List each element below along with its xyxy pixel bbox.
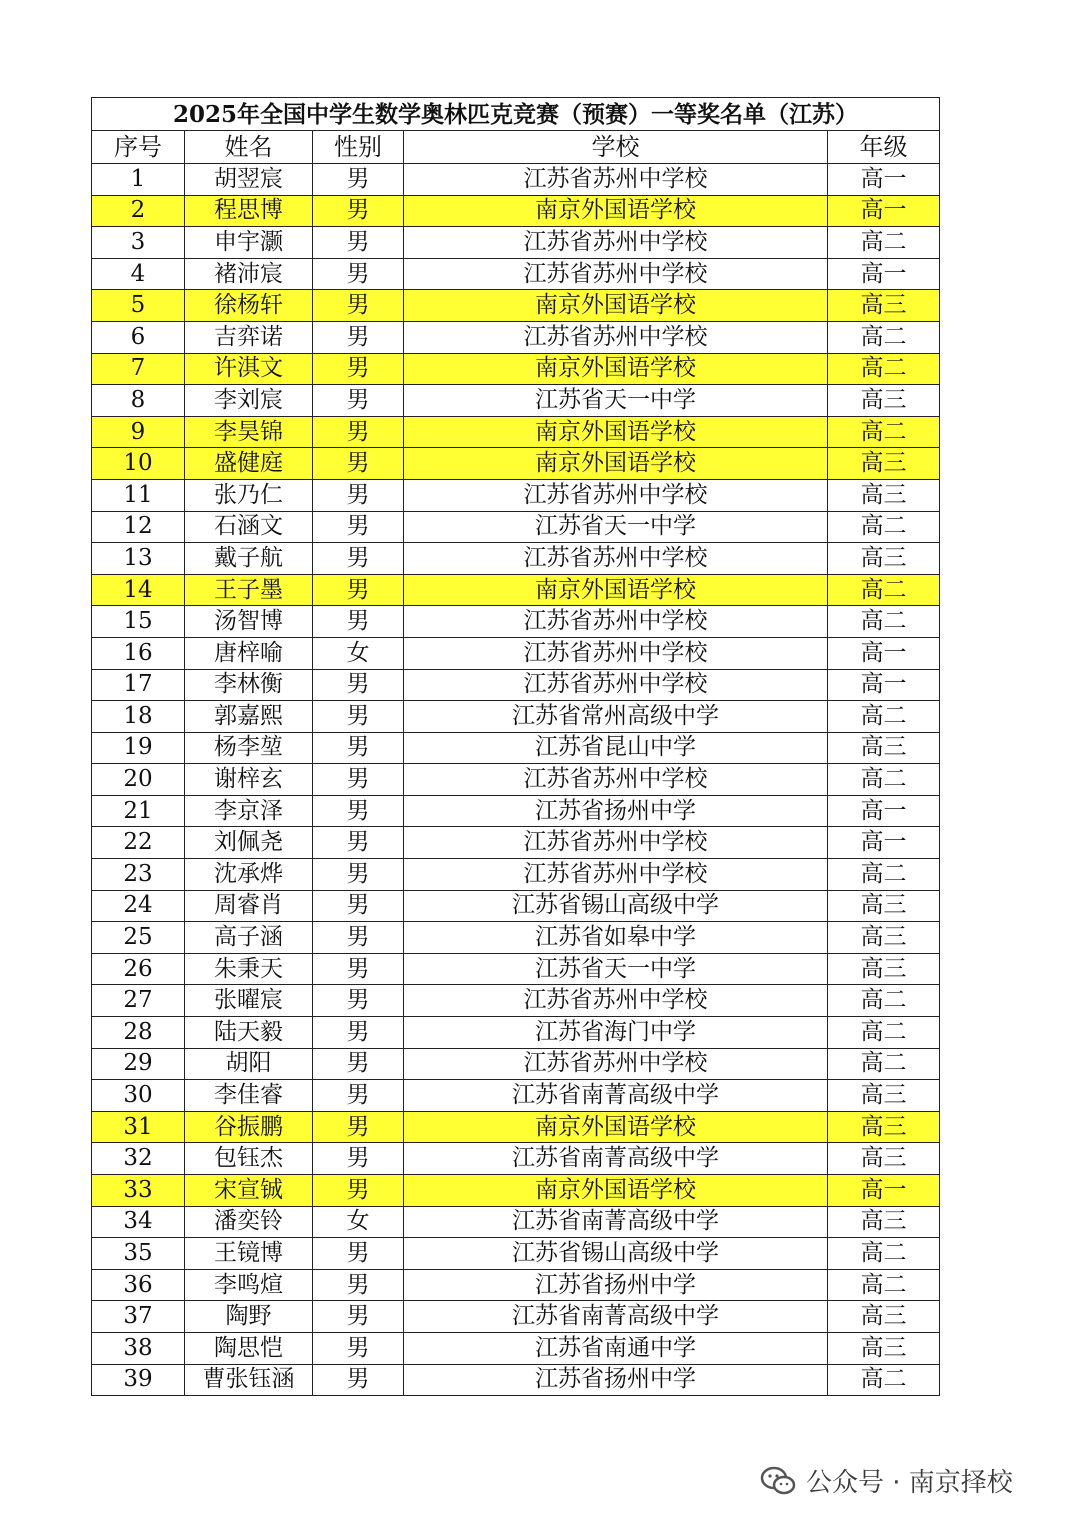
cell-school: 南京外国语学校 [404,574,828,606]
cell-no: 36 [92,1269,185,1301]
table-row [92,890,940,922]
cell-school: 江苏省苏州中学校 [404,321,828,353]
column-header-grade: 年级 [828,131,940,164]
table-row [92,1364,940,1396]
table-row [92,764,940,796]
cell-name: 郭嘉熙 [185,701,313,733]
table-row-highlighted [92,416,940,448]
cell-name: 周睿肖 [185,890,313,922]
cell-gender: 男 [313,606,404,638]
cell-no: 32 [92,1143,185,1175]
table-row [92,606,940,638]
column-header-no: 序号 [92,131,185,164]
cell-grade: 高二 [828,321,940,353]
table-row [92,258,940,290]
table-body [92,164,940,1396]
cell-no: 22 [92,827,185,859]
cell-no: 1 [92,164,185,196]
cell-no: 28 [92,1017,185,1049]
cell-grade: 高一 [828,258,940,290]
cell-name: 程思博 [185,195,313,227]
cell-gender: 男 [313,511,404,543]
cell-gender: 男 [313,479,404,511]
column-header-school: 学校 [404,131,828,164]
cell-name: 胡阳 [185,1048,313,1080]
cell-grade: 高二 [828,985,940,1017]
cell-grade: 高三 [828,1111,940,1143]
cell-name: 许淇文 [185,353,313,385]
cell-name: 徐杨轩 [185,290,313,322]
cell-school: 江苏省如皋中学 [404,922,828,954]
cell-school: 江苏省扬州中学 [404,795,828,827]
cell-gender: 男 [313,321,404,353]
cell-name: 陶思恺 [185,1332,313,1364]
cell-grade: 高三 [828,953,940,985]
cell-grade: 高一 [828,637,940,669]
cell-name: 石涵文 [185,511,313,543]
cell-name: 褚沛宸 [185,258,313,290]
cell-name: 张乃仁 [185,479,313,511]
cell-gender: 男 [313,827,404,859]
cell-school: 南京外国语学校 [404,448,828,480]
cell-school: 江苏省天一中学 [404,953,828,985]
cell-grade: 高一 [828,795,940,827]
cell-gender: 男 [313,922,404,954]
table-row [92,669,940,701]
cell-no: 18 [92,701,185,733]
cell-gender: 男 [313,1080,404,1112]
cell-no: 37 [92,1301,185,1333]
table-row [92,922,940,954]
cell-name: 宋宣铖 [185,1175,313,1207]
cell-no: 30 [92,1080,185,1112]
cell-no: 19 [92,732,185,764]
cell-gender: 男 [313,448,404,480]
cell-grade: 高二 [828,859,940,891]
cell-school: 南京外国语学校 [404,1111,828,1143]
cell-name: 李刘宸 [185,385,313,417]
cell-name: 戴子航 [185,543,313,575]
cell-name: 吉弈诺 [185,321,313,353]
cell-grade: 高三 [828,385,940,417]
cell-gender: 男 [313,1301,404,1333]
cell-no: 16 [92,637,185,669]
cell-no: 5 [92,290,185,322]
cell-no: 23 [92,859,185,891]
cell-no: 33 [92,1175,185,1207]
cell-name: 李京泽 [185,795,313,827]
cell-name: 沈承烨 [185,859,313,891]
table-row [92,385,940,417]
table-row [92,227,940,259]
cell-name: 杨李堃 [185,732,313,764]
table-row [92,164,940,196]
table-row [92,1301,940,1333]
cell-name: 谢梓玄 [185,764,313,796]
cell-school: 江苏省苏州中学校 [404,606,828,638]
cell-name: 李昊锦 [185,416,313,448]
cell-grade: 高二 [828,606,940,638]
cell-name: 朱秉天 [185,953,313,985]
cell-grade: 高二 [828,353,940,385]
cell-gender: 男 [313,732,404,764]
table-row [92,859,940,891]
cell-gender: 男 [313,890,404,922]
cell-gender: 男 [313,416,404,448]
cell-grade: 高一 [828,827,940,859]
cell-no: 11 [92,479,185,511]
cell-school: 江苏省苏州中学校 [404,859,828,891]
cell-grade: 高二 [828,1238,940,1270]
cell-grade: 高二 [828,701,940,733]
cell-school: 江苏省苏州中学校 [404,985,828,1017]
column-header-gender: 性别 [313,131,404,164]
cell-name: 李佳睿 [185,1080,313,1112]
cell-name: 刘佩尧 [185,827,313,859]
cell-school: 江苏省苏州中学校 [404,227,828,259]
cell-grade: 高二 [828,227,940,259]
cell-name: 谷振鹏 [185,1111,313,1143]
cell-school: 南京外国语学校 [404,353,828,385]
cell-name: 唐梓喻 [185,637,313,669]
cell-school: 江苏省苏州中学校 [404,827,828,859]
cell-school: 江苏省苏州中学校 [404,543,828,575]
cell-school: 江苏省扬州中学 [404,1364,828,1396]
cell-no: 7 [92,353,185,385]
cell-name: 盛健庭 [185,448,313,480]
cell-grade: 高二 [828,1269,940,1301]
cell-no: 34 [92,1206,185,1238]
table-row-highlighted [92,1111,940,1143]
cell-school: 江苏省苏州中学校 [404,258,828,290]
cell-no: 39 [92,1364,185,1396]
cell-gender: 男 [313,1175,404,1207]
cell-school: 江苏省锡山高级中学 [404,890,828,922]
cell-school: 江苏省苏州中学校 [404,669,828,701]
cell-gender: 女 [313,1206,404,1238]
table-row [92,953,940,985]
cell-no: 24 [92,890,185,922]
cell-gender: 男 [313,164,404,196]
cell-name: 张曜宸 [185,985,313,1017]
cell-school: 江苏省南菁高级中学 [404,1143,828,1175]
cell-no: 15 [92,606,185,638]
cell-school: 江苏省南菁高级中学 [404,1206,828,1238]
cell-school: 南京外国语学校 [404,1175,828,1207]
cell-gender: 男 [313,385,404,417]
table-row [92,827,940,859]
cell-gender: 男 [313,1238,404,1270]
cell-grade: 高二 [828,1364,940,1396]
table-row [92,985,940,1017]
cell-no: 9 [92,416,185,448]
table-row-highlighted [92,195,940,227]
table-row [92,511,940,543]
cell-grade: 高三 [828,1080,940,1112]
table-row [92,543,940,575]
cell-no: 38 [92,1332,185,1364]
table-row [92,1143,940,1175]
cell-school: 江苏省苏州中学校 [404,164,828,196]
cell-gender: 男 [313,985,404,1017]
cell-school: 江苏省南菁高级中学 [404,1080,828,1112]
cell-gender: 女 [313,637,404,669]
table-title: 2025年全国中学生数学奥林匹克竞赛（预赛）一等奖名单（江苏） [92,98,940,131]
cell-gender: 男 [313,1017,404,1049]
table-row [92,479,940,511]
cell-no: 2 [92,195,185,227]
cell-no: 27 [92,985,185,1017]
cell-name: 王子墨 [185,574,313,606]
cell-gender: 男 [313,795,404,827]
cell-grade: 高二 [828,511,940,543]
cell-no: 21 [92,795,185,827]
cell-name: 申宇灏 [185,227,313,259]
cell-gender: 男 [313,1048,404,1080]
cell-grade: 高三 [828,290,940,322]
cell-school: 江苏省昆山中学 [404,732,828,764]
cell-no: 31 [92,1111,185,1143]
cell-name: 李鸣煊 [185,1269,313,1301]
cell-gender: 男 [313,859,404,891]
cell-name: 王镜博 [185,1238,313,1270]
cell-no: 17 [92,669,185,701]
cell-gender: 男 [313,195,404,227]
cell-school: 江苏省苏州中学校 [404,637,828,669]
cell-school: 江苏省常州高级中学 [404,701,828,733]
cell-grade: 高三 [828,448,940,480]
cell-school: 江苏省海门中学 [404,1017,828,1049]
cell-no: 26 [92,953,185,985]
cell-grade: 高二 [828,1017,940,1049]
cell-school: 江苏省南菁高级中学 [404,1301,828,1333]
cell-grade: 高三 [828,543,940,575]
cell-school: 南京外国语学校 [404,195,828,227]
cell-gender: 男 [313,574,404,606]
cell-no: 13 [92,543,185,575]
cell-name: 陶野 [185,1301,313,1333]
table-header-row [92,131,940,164]
cell-gender: 男 [313,1143,404,1175]
cell-grade: 高二 [828,574,940,606]
cell-no: 35 [92,1238,185,1270]
cell-gender: 男 [313,1332,404,1364]
table-row-highlighted [92,448,940,480]
cell-grade: 高二 [828,1048,940,1080]
cell-school: 南京外国语学校 [404,290,828,322]
watermark-text: 公众号 · 南京择校 [806,1468,1013,1498]
table-row [92,637,940,669]
cell-school: 江苏省苏州中学校 [404,1048,828,1080]
cell-name: 高子涵 [185,922,313,954]
table-row [92,1238,940,1270]
cell-no: 8 [92,385,185,417]
cell-no: 20 [92,764,185,796]
cell-name: 包钰杰 [185,1143,313,1175]
table-row [92,1080,940,1112]
table-row [92,1206,940,1238]
cell-grade: 高三 [828,1206,940,1238]
cell-grade: 高三 [828,890,940,922]
cell-name: 潘奕铃 [185,1206,313,1238]
cell-gender: 男 [313,764,404,796]
cell-name: 李林衡 [185,669,313,701]
cell-gender: 男 [313,353,404,385]
cell-grade: 高一 [828,669,940,701]
table-row [92,1048,940,1080]
cell-gender: 男 [313,543,404,575]
cell-gender: 男 [313,701,404,733]
cell-grade: 高二 [828,764,940,796]
cell-grade: 高一 [828,1175,940,1207]
cell-name: 汤智博 [185,606,313,638]
cell-school: 江苏省天一中学 [404,511,828,543]
watermark [760,1462,1013,1499]
cell-gender: 男 [313,953,404,985]
cell-grade: 高三 [828,1332,940,1364]
cell-gender: 男 [313,1111,404,1143]
cell-school: 江苏省扬州中学 [404,1269,828,1301]
cell-gender: 男 [313,1364,404,1396]
cell-school: 江苏省南通中学 [404,1332,828,1364]
cell-grade: 高三 [828,922,940,954]
cell-school: 江苏省天一中学 [404,385,828,417]
cell-grade: 高三 [828,732,940,764]
cell-no: 10 [92,448,185,480]
award-table [91,97,940,1396]
cell-school: 江苏省苏州中学校 [404,764,828,796]
cell-grade: 高一 [828,164,940,196]
table-row [92,795,940,827]
cell-grade: 高一 [828,195,940,227]
cell-gender: 男 [313,258,404,290]
cell-no: 12 [92,511,185,543]
cell-school: 南京外国语学校 [404,416,828,448]
cell-school: 江苏省苏州中学校 [404,479,828,511]
cell-grade: 高二 [828,416,940,448]
cell-grade: 高三 [828,1301,940,1333]
column-header-name: 姓名 [185,131,313,164]
table-row [92,1332,940,1364]
table-row [92,732,940,764]
cell-school: 江苏省锡山高级中学 [404,1238,828,1270]
cell-grade: 高三 [828,479,940,511]
cell-name: 陆天毅 [185,1017,313,1049]
cell-no: 25 [92,922,185,954]
table-row [92,1269,940,1301]
wechat-icon [760,1466,796,1496]
cell-name: 曹张钰涵 [185,1364,313,1396]
table-row-highlighted [92,1175,940,1207]
cell-gender: 男 [313,227,404,259]
cell-gender: 男 [313,669,404,701]
cell-gender: 男 [313,1269,404,1301]
table-row [92,701,940,733]
cell-no: 3 [92,227,185,259]
award-list-sheet [91,97,939,1396]
cell-no: 14 [92,574,185,606]
table-row-highlighted [92,290,940,322]
cell-no: 4 [92,258,185,290]
table-row [92,1017,940,1049]
table-row-highlighted [92,353,940,385]
cell-grade: 高三 [828,1143,940,1175]
table-row-highlighted [92,574,940,606]
table-row [92,321,940,353]
cell-no: 6 [92,321,185,353]
cell-no: 29 [92,1048,185,1080]
cell-name: 胡翌宸 [185,164,313,196]
cell-gender: 男 [313,290,404,322]
